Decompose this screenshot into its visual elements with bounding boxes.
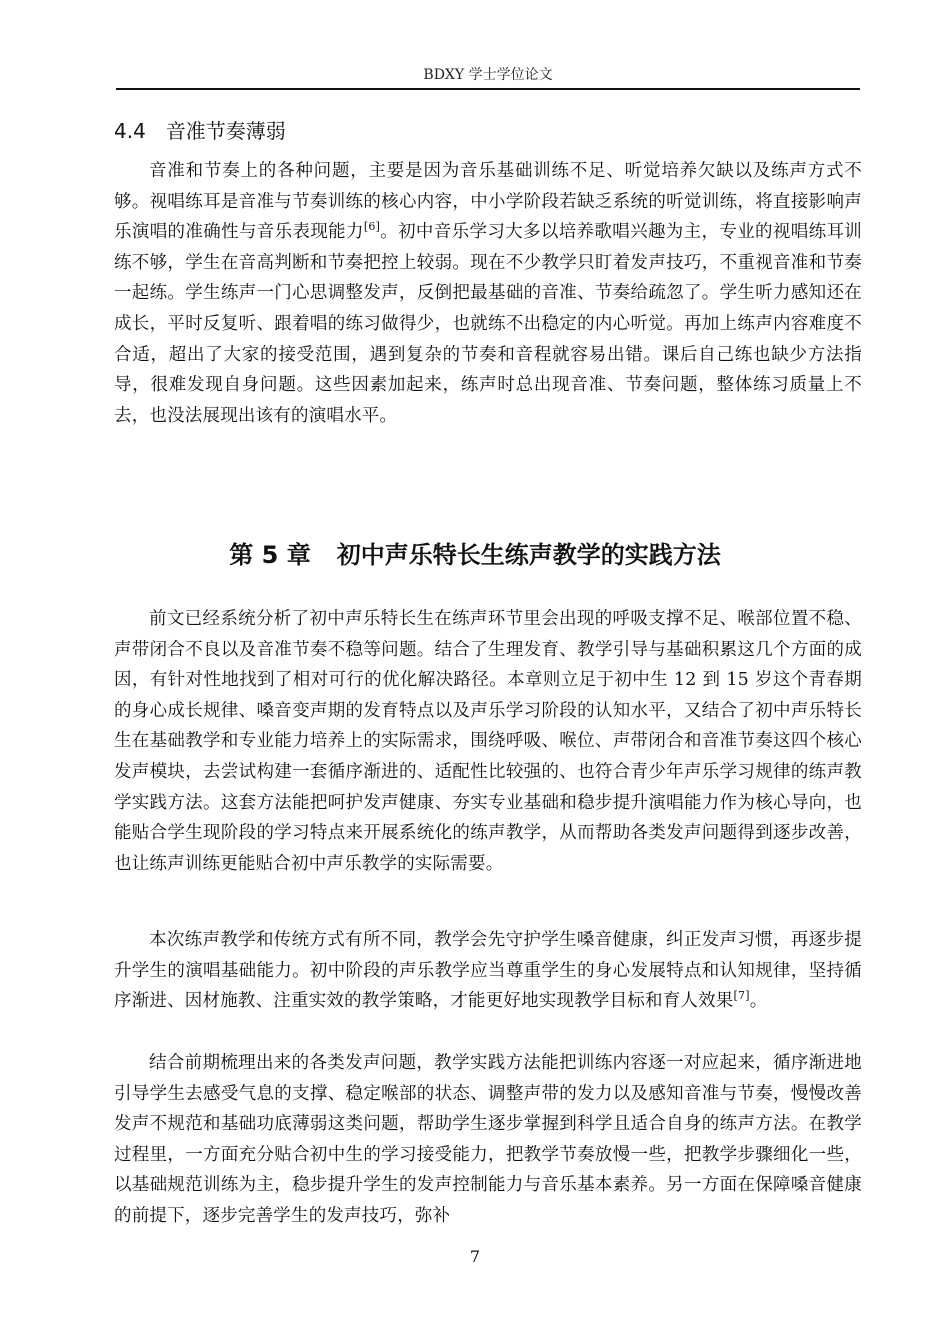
chapter-title: 初中声乐特长生练声教学的实践方法: [336, 541, 721, 569]
section-paragraph: [114, 156, 862, 431]
chapter-paragraph-1: 前文已经系统分析了初中声乐特长生在练声环节里会出现的呼吸支撑不足、喉部位置不稳、声带闭合不良以及音准节奏不稳等问题。结合了生理发育、教学引导与基础积累这几个方面的成因，有针对性地找到了相对可行的优化解决路径。本章则立足于初中生 12 到 15 岁这个青春期的身心成长规律、嗓音变声期的发育特点以及声乐学习阶段的认知水平，又结合了初中声乐特长生在基础教学和专业能力培养上的实际需求，围绕呼吸、喉位、声带闭合和音准节奏这四个核心发声模块，去尝试构建一套循序渐进的、适配性比较强的、也符合青少年声乐学习规律的练声教学实践方法。这套方法能把呵护发声健康、夯实专业基础和稳步提升演唱能力作为核心导向，也能贴合学生现阶段的学习特点来开展系统化的练声教学，从而帮助各类发声问题得到逐步改善，也让练声训练更能贴合初中声乐教学的实际需要。: [114, 609, 862, 874]
chapter-paragraph-2-text-1: 本次练声教学和传统方式有所不同，教学会先守护学生嗓音健康，纠正发声习惯，再逐步提升学生的演唱基础能力。初中阶段的声乐教学应当尊重学生的身心发展特点和认知规律，坚持循序渐进、因材施教、注重实效的教学策略，才能更好地实现教学目标和育人效果: [114, 930, 862, 1012]
chapter-paragraph-2-text-2: 。: [749, 991, 768, 1012]
page-number: 7: [469, 1247, 481, 1266]
citation-marker: [6]: [363, 220, 381, 234]
section-paragraph-text-2: 。初中音乐学习大多以培养歌唱兴趣为主，专业的视唱练耳训练不够，学生在音高判断和节奏把控上较弱。现在不少教学只盯着发声技巧，不重视音准和节奏一起练。学生练声一门心思调整发声，反倒把最基础的音准、节奏给疏忽了。学生听力感知还在成长，平时反复听、跟着唱的练习做得少，也就练不出稳定的内心听觉。再加上练声内容难度不合适，超出了大家的接受范围，遇到复杂的节奏和音程就容易出错。课后自己练也缺少方法指导，很难发现自身问题。这些因素加起来，练声时总出现音准、节奏问题，整体练习质量上不去，也没法展现出该有的演唱水平。: [114, 222, 862, 426]
chapter-paragraph-2: [114, 925, 862, 1017]
running-header: BDXY 学士学位论文: [423, 67, 553, 83]
chapter-paragraph-3: 结合前期梳理出来的各类发声问题，教学实践方法能把训练内容逐一对应起来，循序渐进地引导学生去感受气息的支撑、稳定喉部的状态、调整声带的发力以及感知音准与节奏，慢慢改善发声不规范和基础功底薄弱这类问题，帮助学生逐步掌握到科学且适合自身的练声方法。在教学过程里，一方面充分贴合初中生的学习接受能力，把教学节奏放慢一些，把教学步骤细化一些，以基础规范训练为主，稳步提升学生的发声控制能力与音乐基本素养。另一方面在保障嗓音健康的前提下，逐步完善学生的发声技巧，弥补: [114, 1053, 862, 1226]
chapter-heading: [0, 538, 950, 572]
chapter-number: 第 5 章: [229, 541, 311, 569]
header-rule: [116, 88, 860, 90]
section-number: 4.4: [114, 119, 146, 143]
citation-marker: [7]: [733, 989, 750, 1003]
section-paragraph-text-1: 音准和节奏上的各种问题，主要是因为音乐基础训练不足、听觉培养欠缺以及练声方式不够。视唱练耳是音准与节奏训练的核心内容，中小学阶段若缺乏系统的听觉训练，将直接影响声乐演唱的准确性与音乐表现能力: [114, 161, 862, 243]
section-heading: [114, 117, 286, 145]
section-title: 音准节奏薄弱: [165, 119, 286, 143]
